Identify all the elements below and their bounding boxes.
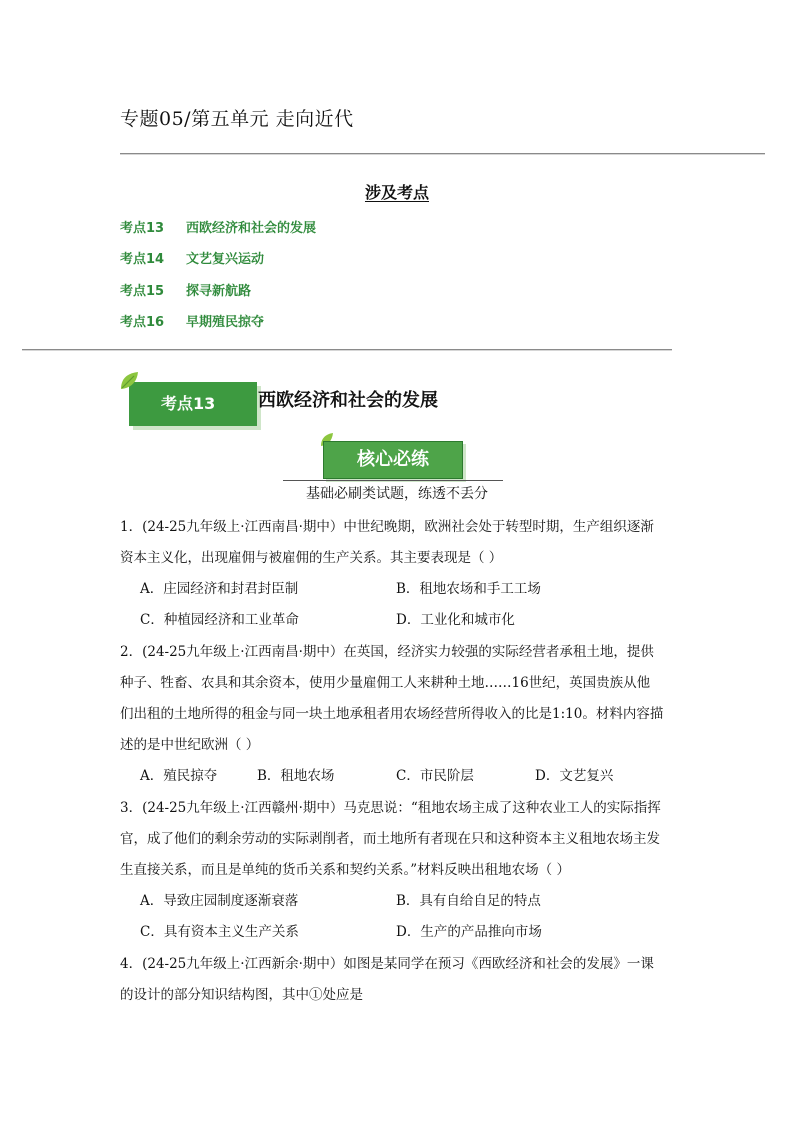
question-1 [120,512,675,636]
kaodian-item: 考点13 西欧经济和社会的发展 [120,221,317,236]
question-stem-line: 1．(24-25九年级上·江西南昌·期中）中世纪晚期，欧洲社会处于转型时期，生产组织逐渐 [120,519,654,535]
question-stem-line: 官，成了他们的剩余劳动的实际剥削者，而土地所有者现在只和这种资本主义租地农场主发 [120,831,660,847]
question-stem-line: 资本主义化，出现雇佣与被雇佣的生产关系。其主要表现是（ ） [120,550,503,566]
core-subtitle: 基础必刷类试题，练透不丢分 [306,486,488,502]
section-heading: 涉及考点 [364,183,429,202]
option-b: B．具有自给自足的特点 [396,893,541,909]
kaodian-item: 考点16 早期殖民掠夺 [120,315,265,330]
question-stem-line: 生直接关系，而且是单纯的货币关系和契约关系。”材料反映出租地农场（ ） [120,862,570,878]
question-stem-line: 2．(24-25九年级上·江西南昌·期中）在英国，经济实力较强的实际经营者承租土地，提供 [120,644,654,660]
question-stem-line: 4．(24-25九年级上·江西新余·期中）如图是某同学在预习《西欧经济和社会的发展》一课 [120,956,654,972]
option-d: D．工业化和城市化 [396,612,515,628]
kaodian-item: 考点14 文艺复兴运动 [120,252,265,267]
page-title: 专题05/第五单元 走向近代 [120,108,354,130]
core-underline [283,480,503,481]
question-stem-line: 述的是中世纪欧洲（ ） [120,737,260,753]
option-a: A．殖民掠夺 [140,768,218,784]
divider-middle [22,349,672,350]
question-stem-line: 种子、牲畜、农具和其余资本，使用少量雇佣工人来耕种土地……16世纪，英国贵族从他 [120,675,651,691]
core-practice-label: 核心必练 [323,441,463,479]
question-stem-line: 的设计的部分知识结构图，其中①处应是 [120,987,363,1003]
question-stem-line: 3．(24-25九年级上·江西赣州·期中）马克思说：“租地农场主成了这种农业工人的实际指挥 [120,800,661,816]
option-c: C．种植园经济和工业革命 [140,612,299,628]
option-d: D．文艺复兴 [535,768,614,784]
question-3 [120,793,675,948]
option-c: C．市民阶层 [396,768,474,784]
option-a: A．导致庄园制度逐渐衰落 [140,893,299,909]
leaf-icon [118,370,140,392]
option-b: B．租地农场和手工工场 [396,581,541,597]
question-2 [120,637,675,792]
option-a: A．庄园经济和封君封臣制 [140,581,299,597]
question-stem-line: 们出租的土地所得的租金与同一块土地承租者用农场经营所得收入的比是1:10。材料内容描 [120,706,664,722]
kaodian-item: 考点15 探寻新航路 [120,284,252,299]
divider-top [120,153,765,154]
question-4 [120,949,675,1011]
option-b: B．租地农场 [257,768,335,784]
option-d: D．生产的产品推向市场 [396,924,542,940]
option-c: C．具有资本主义生产关系 [140,924,299,940]
kaodian-title: 西欧经济和社会的发展 [258,390,438,411]
kaodian-badge: 考点13 [129,382,257,426]
